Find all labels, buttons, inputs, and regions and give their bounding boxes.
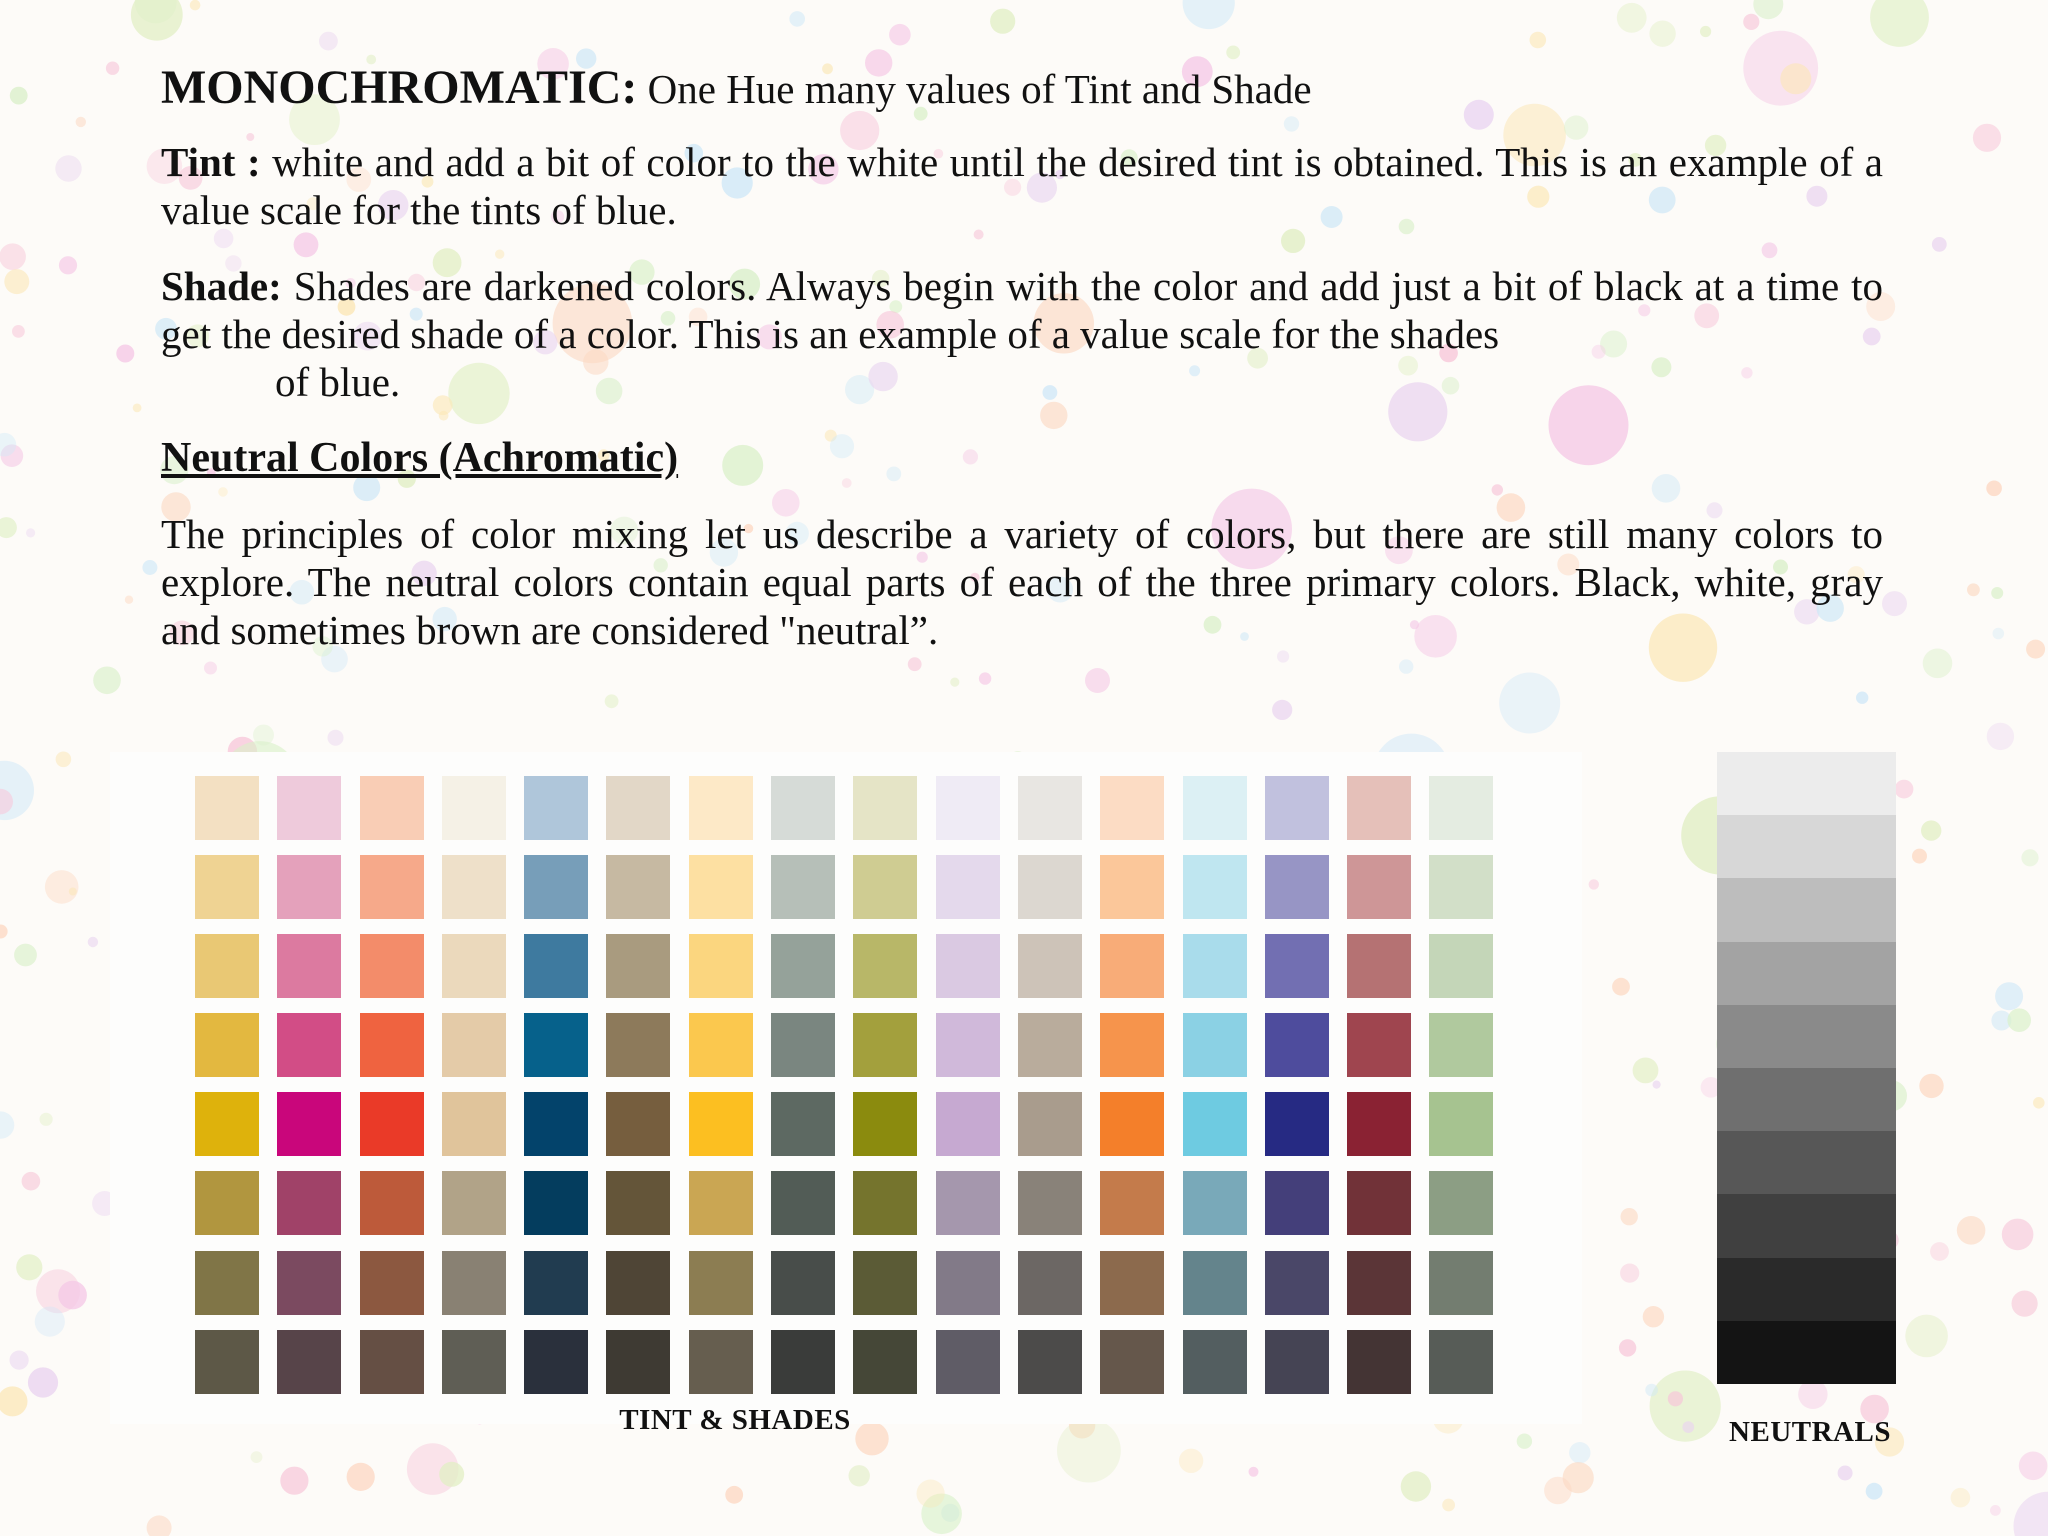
color-swatch [606,1330,670,1394]
polka-dot [40,1113,53,1126]
polka-dot [1951,1488,1971,1508]
color-swatch [606,855,670,919]
polka-dot [1620,1264,1639,1283]
color-swatch [606,1171,670,1235]
color-swatch [853,776,917,840]
color-swatch [1183,1251,1247,1315]
color-swatch [606,934,670,998]
color-swatch [442,1171,506,1235]
shade-text-tail: of blue. [275,359,401,405]
polka-dot [1991,587,2003,599]
color-swatch [442,1330,506,1394]
color-swatch [771,1092,835,1156]
color-swatch [277,1330,341,1394]
polka-dot [1923,649,1953,679]
polka-dot [1930,1242,1949,1261]
color-swatch [1100,934,1164,998]
polka-dot [4,269,29,294]
color-swatch [1265,855,1329,919]
color-swatch [689,1013,753,1077]
polka-dot [1682,1421,1694,1433]
color-swatch [1018,776,1082,840]
neutral-colors-paragraph: The principles of color mixing let us describe a variety of colors, but there are still many colors to explore. The neutral colors contain equal parts of each of the three primary colors. Black, white, gray and sometimes brown are considered "neutral”. [161,511,1883,653]
color-swatch [1429,776,1493,840]
polka-dot [917,1480,945,1508]
color-swatch [1347,1251,1411,1315]
color-swatch [936,776,1000,840]
color-swatch [277,1171,341,1235]
color-swatch [771,1251,835,1315]
polka-dot [59,256,77,274]
polka-dot [2021,849,2038,866]
polka-dot [35,1307,65,1337]
polka-dot [12,325,25,338]
color-swatch [1265,776,1329,840]
polka-dot [1621,1208,1638,1225]
color-swatch [360,1171,424,1235]
neutrals-caption: NEUTRALS [1729,1416,1891,1448]
polka-dot [1957,1216,1986,1245]
shade-label: Shade: [161,263,282,309]
color-swatch [1183,1013,1247,1077]
color-swatch [853,1171,917,1235]
color-swatch [277,934,341,998]
color-swatch [442,1013,506,1077]
polka-dot [0,925,8,939]
monochromatic-heading [161,61,1883,114]
color-swatch [1429,934,1493,998]
polka-dot [319,32,338,51]
monochromatic-subtitle: One Hue many values of Tint and Shade [647,66,1312,112]
polka-dot [1517,1434,1532,1449]
neutral-value-step [1717,1068,1896,1131]
polka-dot [55,155,81,181]
color-swatch [277,1092,341,1156]
polka-dot [1838,1466,1853,1481]
polka-dot [1617,3,1647,33]
color-swatch [524,1330,588,1394]
color-swatch [1429,1330,1493,1394]
color-swatch [195,934,259,998]
polka-dot [58,1281,87,1310]
color-swatch [771,1013,835,1077]
color-swatch [1100,1092,1164,1156]
polka-dot [1179,1449,1203,1473]
neutrals-value-scale [1717,752,1896,1384]
color-swatch [1183,855,1247,919]
polka-dot [725,1486,743,1504]
color-swatch [1018,934,1082,998]
color-swatch [853,855,917,919]
polka-dot [2012,1291,2038,1317]
color-swatch [277,776,341,840]
color-swatch [195,776,259,840]
color-swatch [1429,1251,1493,1315]
color-swatch [1347,934,1411,998]
color-swatch [1183,776,1247,840]
polka-dot [1401,1471,1431,1501]
polka-dot [328,730,344,746]
polka-dot [147,1515,172,1536]
polka-dot [1612,978,1630,996]
color-swatch [195,1092,259,1156]
color-swatch [771,776,835,840]
polka-dot [1743,14,1759,30]
color-swatch [1183,1171,1247,1235]
color-swatch [853,934,917,998]
color-swatch [1018,1092,1082,1156]
polka-dot [0,1386,28,1416]
polka-dot [789,11,805,27]
color-swatch [277,1251,341,1315]
color-swatch [689,1251,753,1315]
color-swatch [195,1251,259,1315]
document-text [161,61,1883,682]
polka-dot [1973,124,2001,152]
color-swatch [936,1330,1000,1394]
color-swatch [195,855,259,919]
color-swatch [277,1013,341,1077]
polka-dot [142,560,157,575]
polka-dot [1653,1081,1661,1089]
color-swatch [524,1092,588,1156]
polka-dot [1932,237,1947,252]
color-swatch [1265,934,1329,998]
color-swatch [771,855,835,919]
shade-paragraph [161,262,1883,406]
polka-dot [1993,628,2005,640]
polka-dot [2026,640,2045,659]
tint-label: Tint : [161,139,261,185]
color-swatch [936,855,1000,919]
polka-dot [1866,1483,1883,1500]
polka-dot [26,528,35,537]
color-swatch [1347,855,1411,919]
polka-dot [1921,820,1941,840]
color-swatch [853,1330,917,1394]
color-swatch [524,1013,588,1077]
polka-dot [1643,1306,1664,1327]
polka-dot [280,1467,308,1495]
polka-dot [133,404,142,413]
neutral-value-step [1717,1131,1896,1194]
color-swatch [1018,1251,1082,1315]
polka-dot [1905,1315,1948,1358]
color-swatch [195,1013,259,1077]
polka-dot [1995,982,2023,1010]
color-swatch [1100,1330,1164,1394]
neutral-colors-heading: Neutral Colors (Achromatic) [161,435,679,481]
polka-dot [0,1111,14,1138]
color-swatch [771,934,835,998]
color-swatch [524,1251,588,1315]
neutral-value-step [1717,1005,1896,1068]
color-swatch [442,1251,506,1315]
polka-dot [1987,723,2014,750]
color-swatch [195,1330,259,1394]
neutral-value-step [1717,942,1896,1005]
polka-dot [22,1172,41,1191]
tint-paragraph [161,138,1883,234]
color-swatch [689,1330,753,1394]
polka-dot [10,1351,29,1370]
polka-dot [1530,32,1547,49]
polka-dot [1589,879,1599,889]
polka-dot [14,944,37,967]
neutral-value-step [1717,1321,1896,1384]
color-swatch [1347,1171,1411,1235]
color-swatch [1265,1330,1329,1394]
shade-text: Shades are darkened colors. Always begin with the color and add just a bit of black at a time to get the desired shade of a color. This is an example of a value scale for the shades [161,263,1883,357]
tint-shades-caption: TINT & SHADES [619,1404,851,1436]
color-swatch [689,855,753,919]
polka-dot [2019,1452,2048,1481]
neutral-value-step [1717,1194,1896,1257]
polka-dot [76,117,86,127]
color-swatch [1265,1171,1329,1235]
color-swatch [360,1013,424,1077]
polka-dot [2014,1492,2048,1536]
color-swatch [1100,855,1164,919]
polka-dot [2002,1219,2034,1251]
polka-dot [347,1463,375,1491]
swatch-grid [195,776,1493,1394]
polka-dot [1668,1391,1683,1406]
color-swatch [1018,1013,1082,1077]
color-swatch [1429,1013,1493,1077]
polka-dot [125,596,133,604]
polka-dot [605,694,619,708]
polka-dot [849,1465,870,1486]
polka-dot [1986,481,2002,497]
color-swatch [1018,855,1082,919]
color-swatch [1347,1330,1411,1394]
polka-dot [990,9,1015,34]
color-swatch [1183,934,1247,998]
color-swatch [1429,855,1493,919]
neutral-value-step [1717,815,1896,878]
color-swatch [1100,1251,1164,1315]
color-swatch [442,776,506,840]
color-swatch [936,1013,1000,1077]
polka-dot [1442,1499,1455,1512]
polka-dot [106,61,119,74]
polka-dot [69,888,77,896]
color-swatch [1347,776,1411,840]
polka-dot [1649,21,1675,47]
polka-dot [1753,0,1783,19]
color-swatch [853,1013,917,1077]
polka-dot [1990,1505,2001,1516]
polka-dot [28,1367,58,1397]
neutral-value-step [1717,752,1896,815]
color-swatch [360,855,424,919]
color-swatch [771,1330,835,1394]
polka-dot [1226,46,1240,60]
polka-dot [56,752,72,768]
polka-dot [16,1254,42,1280]
polka-dot [1856,692,1868,704]
color-swatch [1347,1092,1411,1156]
polka-dot [1912,849,1927,864]
polka-dot [2007,1008,2031,1032]
color-swatch [1183,1330,1247,1394]
color-swatch [1429,1092,1493,1156]
polka-dot [1700,26,1711,37]
polka-dot [131,0,183,41]
color-swatch [1265,1251,1329,1315]
polka-dot [0,517,17,538]
color-swatch [360,1330,424,1394]
color-swatch [442,934,506,998]
color-swatch [1100,1171,1164,1235]
polka-dot [251,1451,263,1463]
polka-dot [190,0,201,10]
color-swatch [936,934,1000,998]
polka-dot [1249,1467,1259,1477]
polka-dot [0,243,26,270]
polka-dot [116,345,134,363]
polka-dot [2033,1097,2045,1109]
neutral-value-step [1717,1258,1896,1321]
color-swatch [360,776,424,840]
polka-dot [1645,1384,1658,1397]
color-swatch [606,1092,670,1156]
color-swatch [1265,1013,1329,1077]
polka-dot [1619,1339,1636,1356]
color-swatch [1347,1013,1411,1077]
monochromatic-title: MONOCHROMATIC: [161,61,638,114]
polka-dot [1183,0,1235,29]
color-swatch [360,1251,424,1315]
polka-dot [1967,583,1980,596]
polka-dot [1919,1074,1943,1098]
polka-dot [1272,700,1292,720]
polka-dot [1544,1477,1572,1505]
polka-dot [1882,591,1907,616]
color-swatch [524,855,588,919]
tint-shades-chart [110,752,1582,1436]
color-swatch [360,934,424,998]
color-swatch [1018,1171,1082,1235]
color-swatch [442,855,506,919]
color-swatch [606,1251,670,1315]
color-swatch [689,776,753,840]
polka-dot [93,667,121,695]
color-swatch [524,934,588,998]
polka-dot [1895,780,1914,799]
color-swatch [936,1092,1000,1156]
color-swatch [771,1171,835,1235]
color-swatch [689,934,753,998]
color-swatch [195,1171,259,1235]
color-swatch [1429,1171,1493,1235]
neutral-value-step [1717,878,1896,941]
polka-dot [889,24,911,46]
color-swatch [689,1092,753,1156]
polka-dot [1569,1442,1590,1463]
color-swatch [1100,1013,1164,1077]
color-swatch [936,1251,1000,1315]
color-swatch [853,1092,917,1156]
color-swatch [1100,776,1164,840]
color-swatch [606,776,670,840]
color-swatch [442,1092,506,1156]
polka-dot [439,1462,464,1487]
polka-dot [1633,1058,1659,1084]
color-swatch [1265,1092,1329,1156]
polka-dot [88,937,98,947]
color-swatch [524,776,588,840]
color-swatch [853,1251,917,1315]
color-swatch [606,1013,670,1077]
color-swatch [936,1171,1000,1235]
color-swatch [277,855,341,919]
color-swatch [1018,1330,1082,1394]
color-swatch [689,1171,753,1235]
polka-dot [1870,0,1929,47]
color-swatch [360,1092,424,1156]
color-swatch [524,1171,588,1235]
tint-text: white and add a bit of color to the white until the desired tint is obtained. This is an example of a value scale for the tints of blue. [161,139,1883,233]
color-swatch [1183,1092,1247,1156]
polka-dot [45,870,79,904]
polka-dot [10,87,28,105]
